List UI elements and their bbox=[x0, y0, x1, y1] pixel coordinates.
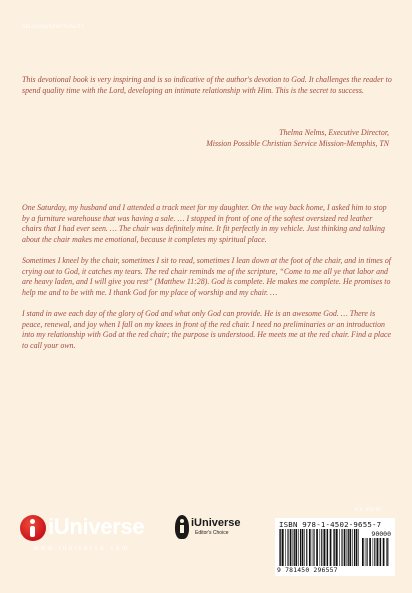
price-label: U.S. $16.95 bbox=[355, 508, 382, 513]
isbn-number: ISBN 978-1-4502-9655-7 bbox=[279, 520, 382, 529]
iuniverse-logo-icon bbox=[20, 515, 46, 541]
barcode-bar bbox=[373, 538, 374, 566]
barcode-bar bbox=[327, 529, 328, 566]
endorsement-quote: This devotional book is very inspiring and is so indicative of the author's devotion to God. It challenges the reader to spend quality time with the Lord, developing an intimate relationship with Him. This is the secret to success. bbox=[22, 75, 392, 95]
barcode-bar bbox=[344, 529, 346, 566]
barcode-bar bbox=[290, 529, 292, 566]
barcode-bar bbox=[285, 529, 286, 566]
excerpt-paragraph: Sometimes I kneel by the chair, sometimes I sit to read, sometimes I lean down at the foot of the chair, and in times of crying out to God, it catches my tears. The red chair reminds me of the scripture, “Come to me all ye that labor and are heavy laden, and I will give you rest” (Matthew 11:28). God is complete. He makes me complete. He promises to help me and to be with me. I thank God for my place of worship and my chair. … bbox=[22, 256, 391, 297]
barcode-bar bbox=[383, 538, 385, 566]
barcode-bar bbox=[330, 529, 332, 566]
barcode-bar bbox=[304, 529, 305, 566]
barcode-bar bbox=[302, 529, 304, 566]
endorsement-attribution bbox=[89, 128, 389, 149]
attribution-organization: Mission Possible Christian Service Mission-Memphis, TN bbox=[206, 138, 389, 148]
excerpt-body bbox=[22, 203, 394, 362]
excerpt-paragraph: One Saturday, my husband and I attended a track meet for my daughter. On the way back home, I asked him to stop by a furniture warehouse that was having a sale. … I stopped in front of one of the softest oversized red leather chairs that I had ever seen. … The chair was definitely mine. It fit perfectly in my vehicle. Just thinking and talking about the chair makes me emotional, because it completes my spiritual place. bbox=[22, 203, 387, 244]
barcode-bar bbox=[300, 529, 301, 566]
barcode-bar bbox=[374, 538, 375, 566]
barcode-bar bbox=[326, 529, 327, 566]
barcode-bar bbox=[334, 529, 335, 566]
barcode-bar bbox=[354, 529, 355, 566]
barcode-bar bbox=[280, 529, 281, 566]
barcode-bar bbox=[279, 529, 280, 566]
barcode-bar bbox=[333, 529, 334, 566]
editors-choice-name: iUniverse bbox=[191, 517, 241, 529]
editors-choice-subtitle: Editor's Choice bbox=[195, 530, 229, 536]
barcode-bar bbox=[298, 529, 299, 566]
attribution-name: Thelma Nelms, Executive Director, bbox=[279, 128, 389, 137]
iuniverse-logo bbox=[20, 512, 162, 560]
barcode-bar bbox=[339, 529, 340, 566]
barcode-bar bbox=[349, 529, 351, 566]
barcode-bar bbox=[321, 529, 322, 566]
barcode-bar bbox=[309, 529, 311, 566]
barcode-bar bbox=[365, 538, 366, 566]
editors-choice-badge bbox=[175, 515, 247, 555]
barcode-bar bbox=[347, 529, 348, 566]
editors-choice-icon bbox=[175, 515, 189, 539]
barcode-bar bbox=[356, 529, 358, 566]
barcode-bar bbox=[369, 538, 371, 566]
barcode-bar bbox=[293, 529, 294, 566]
addon-barcode-icon bbox=[362, 538, 390, 566]
barcode-bar bbox=[352, 529, 353, 566]
barcode-bar bbox=[336, 529, 338, 566]
barcode-bar bbox=[282, 529, 284, 566]
barcode-bar bbox=[295, 529, 297, 566]
barcode-bar bbox=[348, 529, 349, 566]
barcode-bar bbox=[287, 529, 288, 566]
barcode-bar bbox=[323, 529, 325, 566]
barcode-bars-icon bbox=[279, 529, 359, 566]
barcode-bar bbox=[379, 538, 380, 566]
isbn-barcode bbox=[275, 518, 395, 576]
publisher-name: iUniverse bbox=[48, 514, 145, 539]
barcode-bar bbox=[316, 529, 318, 566]
barcode-bar bbox=[362, 538, 364, 566]
barcode-bar bbox=[387, 538, 388, 566]
barcode-bar bbox=[377, 538, 379, 566]
price-code: 90000 bbox=[371, 530, 391, 538]
barcode-bar bbox=[320, 529, 321, 566]
barcode-bar bbox=[358, 529, 359, 566]
category-label: RELIGION/SPIRITUALITY bbox=[22, 25, 85, 30]
barcode-bar bbox=[312, 529, 313, 566]
barcode-digits: 9 781450 296557 bbox=[277, 566, 338, 574]
barcode-bar bbox=[386, 538, 387, 566]
publisher-url: www.iuniverse.com bbox=[34, 546, 130, 552]
barcode-bar bbox=[306, 529, 307, 566]
barcode-bar bbox=[380, 538, 381, 566]
barcode-bar bbox=[341, 529, 342, 566]
barcode-bar bbox=[313, 529, 314, 566]
barcode-bar bbox=[367, 538, 368, 566]
excerpt-paragraph: I stand in awe each day of the glory of God and what only God can provide. He is an awesome God. … There is peace, renewal, and joy when I fall on my knees in front of the red chair. I need no preliminaries or an introduction into my relationship with God at the red chair; the purpose is understood. He meets me at the red chair. Find a place to call your own. bbox=[22, 309, 392, 350]
barcode-bar bbox=[294, 529, 295, 566]
